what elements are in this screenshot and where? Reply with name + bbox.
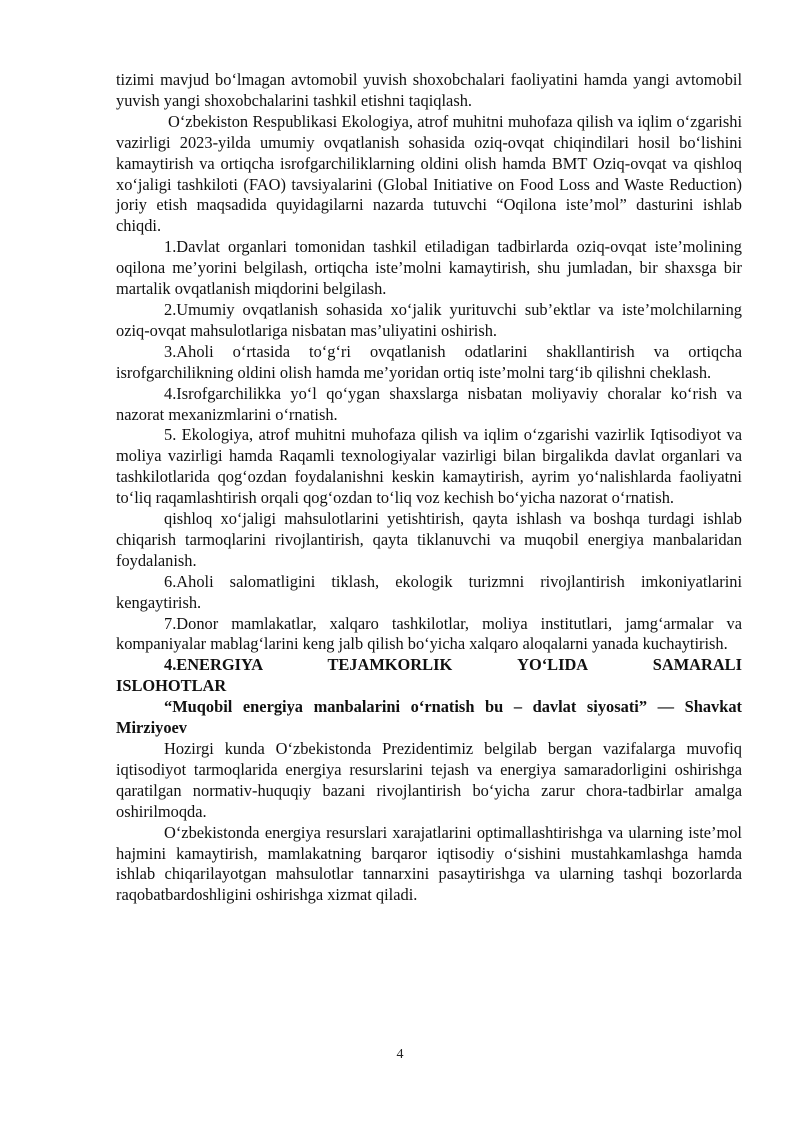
list-item-7: 7.Donor mamlakatlar, xalqaro tashkilotlar, moliya institutlari, jamg‘armalar va kompaniyalar mablag‘larini keng jalb qilish bo‘yicha xalqaro aloqalarni yanada kuchaytirish. [116,613,742,654]
paragraph-ecology-ministry: O‘zbekiston Respublikasi Ekologiya, atrof muhitni muhofaza qilish va iqlim o‘zgarishi vazirligi 2023-yilda umumiy ovqatlanish sohasida oziq-ovqat chiqindilari hosil bo‘lishini kamaytirish va ortiqcha isrofgarchiliklarning oldini olish hamda BMT Oziq-ovqat va qishloq xo‘jaligi tashkiloti (FAO) tavsiyalarini (Global Initiative on Food Loss and Waste Reduction) joriy etish maqsadida quyidagilarni nazarda tutuvchi “Oqilona iste’mol” dasturini ishlab chiqdi. [116,111,742,236]
page-number: 4 [396,1047,404,1062]
section-paragraph-2: O‘zbekistonda energiya resurslari xarajatlarini optimallashtirishga va ularning iste’mol hajmini kamaytirish, mamlakatning barqaror iqtisodiy o‘sishini mustahkamlashga hamda ishlab chiqarilayotgan mahsulotlar tannarxini pasaytirishga va ularning tashqi bozorlarda raqobatbardoshligini oshirishga xizmat qiladi. [116,822,742,905]
paragraph-agriculture: qishloq xo‘jaligi mahsulotlarini yetishtirish, qayta ishlash va boshqa turdagi ishlab chiqarish tarmoqlarini rivojlantirish, qayta tiklanuvchi va muqobil energiya manbalaridan foydalanish. [116,509,742,570]
paragraph-continuation: tizimi mavjud bo‘lmagan avtomobil yuvish shoxobchalari faoliyatini hamda yangi avtomobil yuvish yangi shoxobchalarini tashkil etishni taqiqlash. [116,70,742,110]
list-item-4: 4.Isrofgarchilikka yo‘l qo‘ygan shaxslarga nisbatan moliyaviy choralar ko‘rish va nazorat mexanizmlarini o‘rnatish. [116,383,742,424]
section-quote: “Muqobil energiya manbalarini o‘rnatish bu – davlat siyosati” — Shavkat Mirziyoev [116,697,742,738]
list-item-1: 1.Davlat organlari tomonidan tashkil etiladigan tadbirlarda oziq-ovqat iste’molining oqilona me’yorini belgilash, ortiqcha iste’molni kamaytirish, shu jumladan, bir shaxsga bir martalik ovqatlanish miqdorini belgilash. [116,237,742,299]
list-item-6: 6.Aholi salomatligini tiklash, ekologik turizmni rivojlantirish imkoniyatlarini kengaytirish. [116,571,742,612]
section-heading: 4.ENERGIYA TEJAMKORLIK YO‘LIDA SAMARALI [164,655,742,675]
section-heading-continuation: ISLOHOTLAR [116,676,227,696]
list-item-2: 2.Umumiy ovqatlanish sohasida xo‘jalik yurituvchi sub’ektlar va iste’molchilarning oziq-ovqat mahsulotlariga nisbatan mas’uliyatini oshirish. [116,299,742,340]
list-item-5: 5. Ekologiya, atrof muhitni muhofaza qilish va iqlim o‘zgarishi vazirlik Iqtisodiyot va moliya vazirligi hamda Raqamli texnologiyalar vazirligi bilan birgalikda davlat organlari va tashkilotlarida qog‘ozdan foydalanishni keskin kamaytirish, ayrim yo‘nalishlarda faoliyatni to‘liq raqamlashtirish orqali qog‘ozdan to‘liq voz kechish bo‘yicha nazorat o‘rnatish. [116,425,742,508]
list-item-3: 3.Aholi o‘rtasida to‘g‘ri ovqatlanish odatlarini shakllantirish va ortiqcha isrofgarchilikning oldini olish hamda me’yoridan ortiq iste’molni targ‘ib qilishni cheklash. [116,341,742,382]
document-page [116,70,742,906]
section-paragraph-1: Hozirgi kunda O‘zbekistonda Prezidentimiz belgilab bergan vazifalarga muvofiq iqtisodiyot tarmoqlarida energiya resurslarini tejash va energiya samaradorligini oshirishga qaratilgan normativ-huquqiy bazani rivojlantirish bo‘yicha zarur chora-tadbirlar amalga oshirilmoqda. [116,739,742,821]
